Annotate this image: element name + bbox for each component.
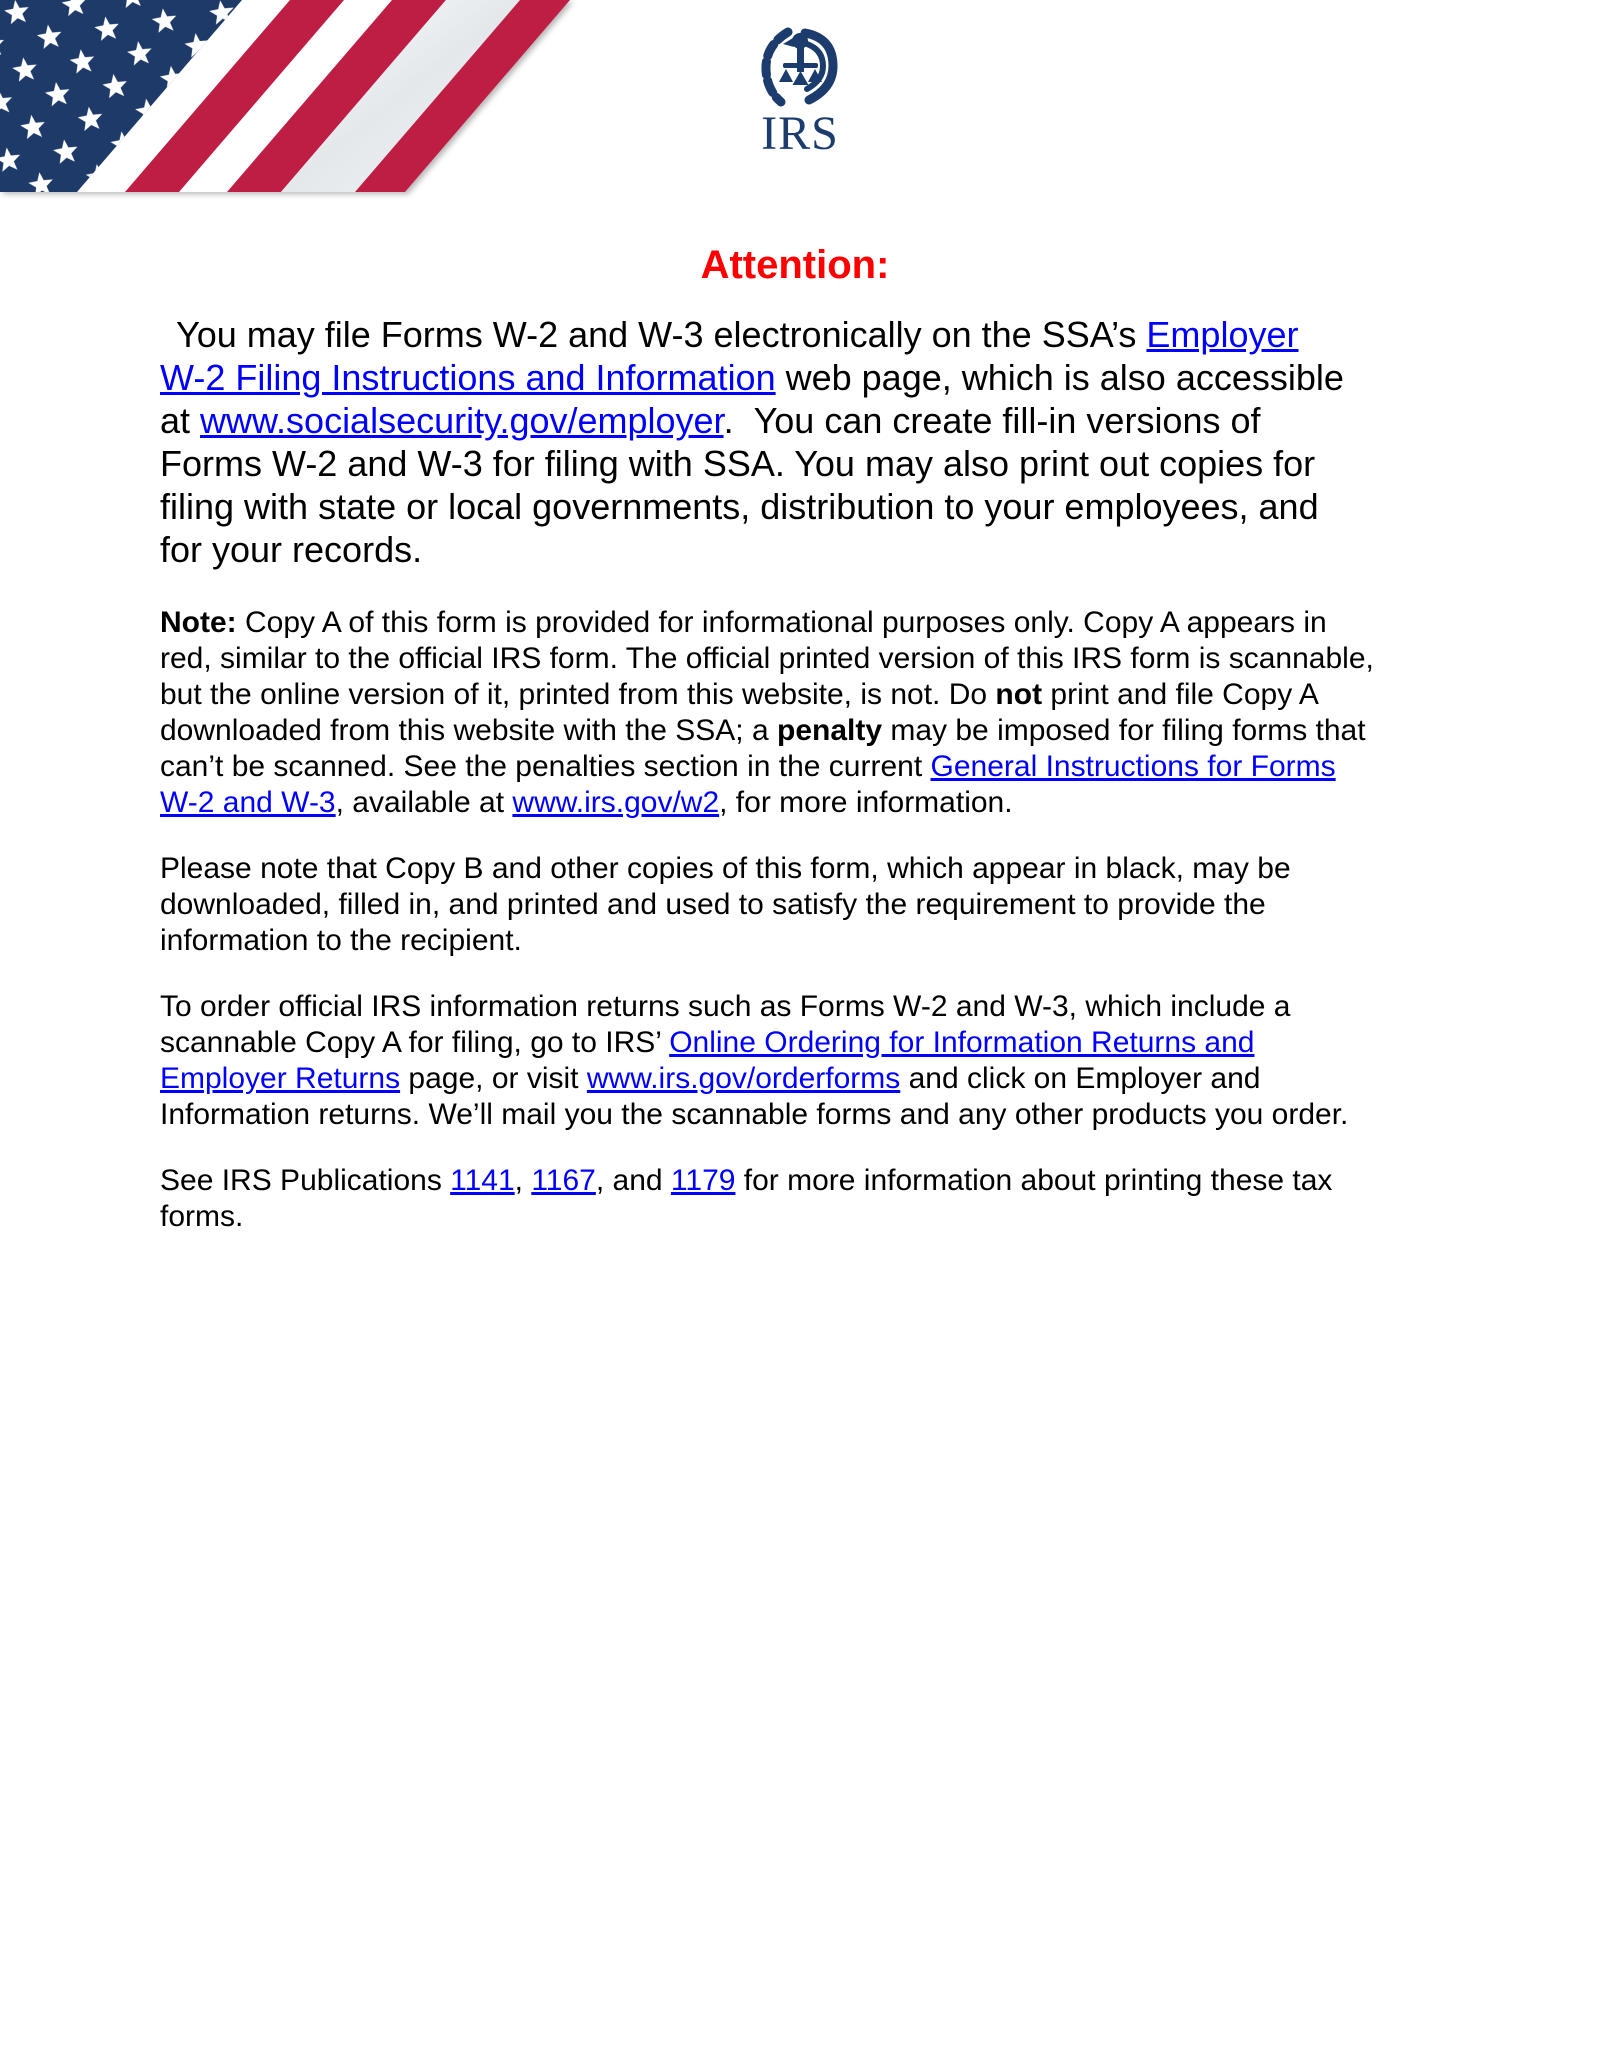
link[interactable]: General Instructions for Forms bbox=[930, 750, 1336, 783]
attention-heading: Attention: bbox=[700, 243, 890, 287]
link[interactable]: 1167 bbox=[531, 1164, 596, 1197]
text-segment: and click on Employer and bbox=[900, 1062, 1261, 1095]
text-segment: Copy A of this form is provided for informational purposes only. Copy A appears in bbox=[236, 606, 1327, 639]
text-segment: See IRS Publications bbox=[160, 1164, 451, 1197]
attention-page-body bbox=[160, 0, 1460, 1235]
bold-text: Note: bbox=[160, 606, 237, 639]
text-segment: filing with state or local governments, distribution to your employees, and bbox=[160, 486, 1319, 527]
link[interactable]: W-2 and W-3 bbox=[160, 786, 336, 819]
text-segment: You may file Forms W-2 and W-3 electronically on the SSA’s bbox=[176, 314, 1147, 355]
text-segment: may be imposed for filing forms that bbox=[882, 714, 1366, 747]
attention-content bbox=[160, 313, 1460, 1235]
text-segment: print and file Copy A bbox=[1042, 678, 1319, 711]
text-segment: for more information about printing these tax bbox=[735, 1164, 1333, 1197]
link[interactable]: 1179 bbox=[670, 1164, 736, 1197]
paragraph-publications bbox=[160, 1163, 1460, 1235]
text-segment: red, similar to the official IRS form. The official printed version of this IRS form is scannable, bbox=[160, 642, 1374, 675]
link[interactable]: W-2 Filing Instructions and Information bbox=[160, 357, 776, 398]
text-segment: Forms W-2 and W-3 for filing with SSA. You may also print out copies for bbox=[160, 443, 1316, 484]
text-segment: web page, which is also accessible bbox=[775, 357, 1344, 398]
text-segment: information to the recipient. bbox=[160, 924, 522, 957]
text-segment: Information returns. We’ll mail you the scannable forms and any other products you order. bbox=[160, 1098, 1349, 1131]
text-segment: To order official IRS information returns such as Forms W-2 and W-3, which include a bbox=[160, 990, 1291, 1023]
paragraph-order bbox=[160, 989, 1460, 1133]
link[interactable]: Employer Returns bbox=[160, 1062, 401, 1095]
paragraph-copy-b bbox=[160, 851, 1460, 959]
link[interactable]: Employer bbox=[1146, 314, 1299, 355]
text-segment: but the online version of it, printed from this website, is not. Do bbox=[160, 678, 996, 711]
link[interactable]: www.irs.gov/orderforms bbox=[586, 1062, 901, 1095]
text-segment: forms. bbox=[160, 1200, 244, 1233]
irs-logo-text: IRS bbox=[761, 107, 839, 160]
text-segment: can’t be scanned. See the penalties section in the current bbox=[160, 750, 931, 783]
link[interactable]: Online Ordering for Information Returns and bbox=[669, 1026, 1255, 1059]
bold-text: not bbox=[995, 678, 1043, 711]
text-segment: page, or visit bbox=[400, 1062, 587, 1095]
text-segment: , and bbox=[595, 1164, 671, 1197]
text-segment: . You can create fill-in versions of bbox=[723, 400, 1261, 441]
text-segment: scannable Copy A for filing, go to IRS’ bbox=[160, 1026, 670, 1059]
text-segment: Please note that Copy B and other copies of this form, which appear in black, may be bbox=[160, 852, 1291, 885]
text-segment: downloaded, filled in, and printed and used to satisfy the requirement to provide the bbox=[160, 888, 1266, 921]
link[interactable]: www.irs.gov/w2 bbox=[512, 786, 720, 819]
text-segment: , available at bbox=[335, 786, 513, 819]
text-segment: for your records. bbox=[160, 529, 423, 570]
paragraph-intro bbox=[160, 313, 1460, 571]
bold-text: penalty bbox=[777, 714, 883, 747]
link[interactable]: www.socialsecurity.gov/employer bbox=[200, 400, 724, 441]
link[interactable]: 1141 bbox=[450, 1164, 515, 1197]
text-segment: at bbox=[160, 400, 201, 441]
text-segment: , for more information. bbox=[719, 786, 1013, 819]
paragraph-note bbox=[160, 605, 1460, 821]
text-segment: downloaded from this website with the SSA; a bbox=[160, 714, 777, 747]
text-segment: , bbox=[514, 1164, 532, 1197]
